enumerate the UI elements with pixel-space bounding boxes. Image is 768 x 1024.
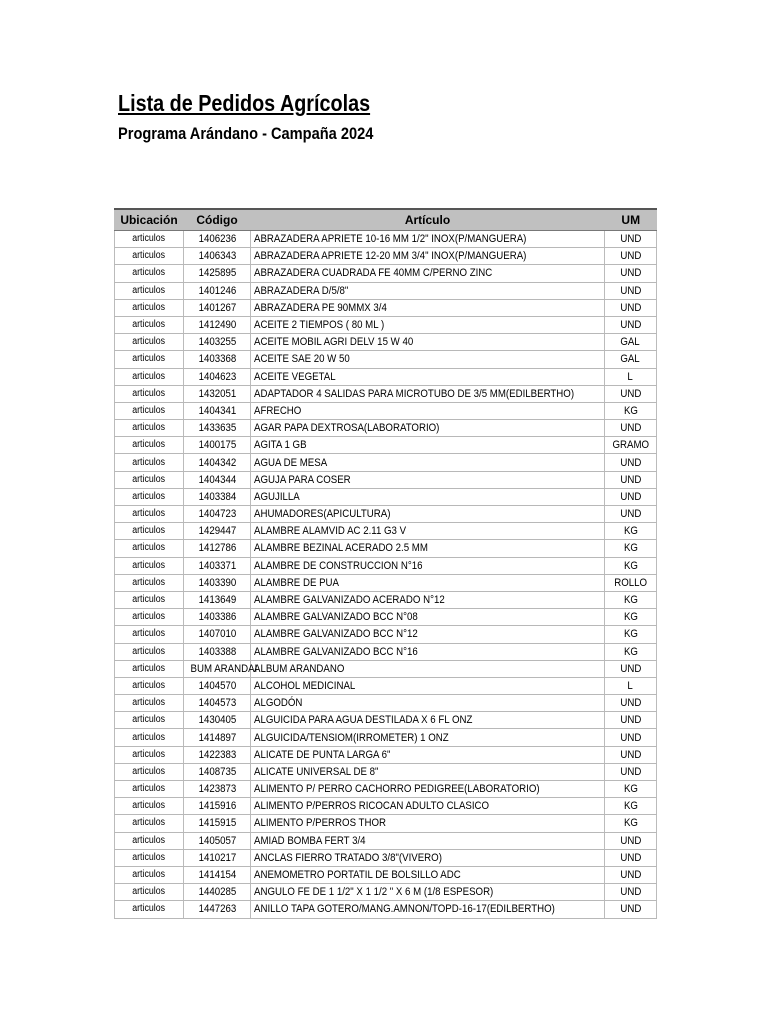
- cell-articulo: ANILLO TAPA GOTERO/MANG.AMNON/TOPD-16-17(EDILBERTHO): [251, 901, 605, 918]
- cell-ubicacion: articulos: [115, 523, 184, 540]
- cell-ubicacion: articulos: [115, 574, 184, 591]
- cell-ubicacion: articulos: [115, 695, 184, 712]
- cell-articulo: ABRAZADERA D/5/8": [251, 282, 605, 299]
- cell-um: KG: [605, 557, 657, 574]
- header-ubicacion: Ubicación: [115, 209, 184, 231]
- cell-codigo: 1440285: [184, 884, 251, 901]
- cell-um: UND: [605, 832, 657, 849]
- cell-codigo: 1406343: [184, 248, 251, 265]
- cell-articulo: ANCLAS FIERRO TRATADO 3/8"(VIVERO): [251, 849, 605, 866]
- cell-codigo: 1403371: [184, 557, 251, 574]
- cell-codigo: 1430405: [184, 712, 251, 729]
- cell-ubicacion: articulos: [115, 299, 184, 316]
- cell-ubicacion: articulos: [115, 746, 184, 763]
- cell-ubicacion: articulos: [115, 815, 184, 832]
- table-row: [115, 574, 657, 591]
- table-row: [115, 523, 657, 540]
- cell-articulo: ALAMBRE GALVANIZADO BCC N°12: [251, 626, 605, 643]
- cell-um: KG: [605, 781, 657, 798]
- table-row: [115, 454, 657, 471]
- cell-codigo: 1432051: [184, 385, 251, 402]
- table-row: [115, 609, 657, 626]
- cell-um: UND: [605, 248, 657, 265]
- cell-um: KG: [605, 815, 657, 832]
- table-row: [115, 420, 657, 437]
- table-row: [115, 763, 657, 780]
- cell-articulo: ALCOHOL MEDICINAL: [251, 677, 605, 694]
- cell-codigo: 1403386: [184, 609, 251, 626]
- cell-codigo: 1423873: [184, 781, 251, 798]
- cell-codigo: 1404623: [184, 368, 251, 385]
- header-articulo: Artículo: [251, 209, 605, 231]
- cell-codigo: 1406236: [184, 231, 251, 248]
- cell-articulo: ALICATE DE PUNTA LARGA 6": [251, 746, 605, 763]
- cell-articulo: ALAMBRE BEZINAL ACERADO 2.5 MM: [251, 540, 605, 557]
- cell-codigo: 1422383: [184, 746, 251, 763]
- cell-articulo: ACEITE MOBIL AGRI DELV 15 W 40: [251, 334, 605, 351]
- cell-codigo: 1404570: [184, 677, 251, 694]
- cell-articulo: ANGULO FE DE 1 1/2" X 1 1/2 " X 6 M (1/8 ESPESOR): [251, 884, 605, 901]
- cell-ubicacion: articulos: [115, 385, 184, 402]
- cell-articulo: ALAMBRE DE PUA: [251, 574, 605, 591]
- cell-ubicacion: articulos: [115, 781, 184, 798]
- table-row: [115, 884, 657, 901]
- table-row: [115, 334, 657, 351]
- cell-codigo: 1425895: [184, 265, 251, 282]
- cell-um: UND: [605, 506, 657, 523]
- table-row: [115, 746, 657, 763]
- table-row: [115, 832, 657, 849]
- table-row: [115, 231, 657, 248]
- cell-um: UND: [605, 282, 657, 299]
- cell-ubicacion: articulos: [115, 643, 184, 660]
- table-row: [115, 506, 657, 523]
- cell-um: KG: [605, 626, 657, 643]
- cell-articulo: ALAMBRE DE CONSTRUCCION N°16: [251, 557, 605, 574]
- cell-codigo: 1429447: [184, 523, 251, 540]
- cell-um: UND: [605, 901, 657, 918]
- cell-articulo: ACEITE VEGETAL: [251, 368, 605, 385]
- cell-codigo: 1412490: [184, 316, 251, 333]
- cell-um: GAL: [605, 334, 657, 351]
- table-row: [115, 712, 657, 729]
- cell-um: GRAMO: [605, 437, 657, 454]
- cell-articulo: ALBUM ARANDANO: [251, 660, 605, 677]
- header-um: UM: [605, 209, 657, 231]
- table-row: [115, 677, 657, 694]
- table-row: [115, 557, 657, 574]
- cell-codigo: 1404723: [184, 506, 251, 523]
- cell-articulo: ALIMENTO P/ PERRO CACHORRO PEDIGREE(LABORATORIO): [251, 781, 605, 798]
- cell-articulo: AGUJA PARA COSER: [251, 471, 605, 488]
- cell-ubicacion: articulos: [115, 660, 184, 677]
- cell-um: KG: [605, 643, 657, 660]
- cell-ubicacion: articulos: [115, 712, 184, 729]
- cell-ubicacion: articulos: [115, 557, 184, 574]
- cell-articulo: ALGUICIDA/TENSIOM(IRROMETER) 1 ONZ: [251, 729, 605, 746]
- cell-articulo: ADAPTADOR 4 SALIDAS PARA MICROTUBO DE 3/5 MM(EDILBERTHO): [251, 385, 605, 402]
- table-row: [115, 901, 657, 918]
- cell-articulo: AMIAD BOMBA FERT 3/4: [251, 832, 605, 849]
- table-row: [115, 368, 657, 385]
- cell-um: L: [605, 368, 657, 385]
- document-subtitle: Programa Arándano - Campaña 2024: [118, 124, 374, 143]
- cell-ubicacion: articulos: [115, 282, 184, 299]
- table-row: [115, 437, 657, 454]
- cell-um: L: [605, 677, 657, 694]
- table-row: [115, 591, 657, 608]
- table-row: [115, 402, 657, 419]
- cell-um: UND: [605, 746, 657, 763]
- cell-codigo: 1413649: [184, 591, 251, 608]
- cell-um: UND: [605, 660, 657, 677]
- table-row: [115, 299, 657, 316]
- cell-articulo: ALAMBRE GALVANIZADO ACERADO N°12: [251, 591, 605, 608]
- cell-um: UND: [605, 488, 657, 505]
- cell-ubicacion: articulos: [115, 471, 184, 488]
- cell-um: UND: [605, 316, 657, 333]
- table-row: [115, 849, 657, 866]
- cell-um: UND: [605, 385, 657, 402]
- cell-articulo: ALAMBRE GALVANIZADO BCC N°08: [251, 609, 605, 626]
- cell-ubicacion: articulos: [115, 402, 184, 419]
- cell-ubicacion: articulos: [115, 248, 184, 265]
- cell-um: KG: [605, 540, 657, 557]
- cell-ubicacion: articulos: [115, 231, 184, 248]
- cell-articulo: AFRECHO: [251, 402, 605, 419]
- cell-articulo: ABRAZADERA PE 90MMX 3/4: [251, 299, 605, 316]
- cell-um: KG: [605, 609, 657, 626]
- table-row: [115, 626, 657, 643]
- cell-articulo: AGUJILLA: [251, 488, 605, 505]
- cell-ubicacion: articulos: [115, 677, 184, 694]
- cell-um: GAL: [605, 351, 657, 368]
- cell-codigo: 1403388: [184, 643, 251, 660]
- document-title: Lista de Pedidos Agrícolas: [118, 90, 371, 116]
- cell-articulo: ABRAZADERA APRIETE 12-20 MM 3/4" INOX(P/MANGUERA): [251, 248, 605, 265]
- cell-ubicacion: articulos: [115, 798, 184, 815]
- cell-um: UND: [605, 299, 657, 316]
- cell-um: UND: [605, 866, 657, 883]
- cell-ubicacion: articulos: [115, 884, 184, 901]
- table-row: [115, 729, 657, 746]
- cell-codigo: 1412786: [184, 540, 251, 557]
- cell-ubicacion: articulos: [115, 832, 184, 849]
- table-row: [115, 248, 657, 265]
- orders-table: [114, 208, 657, 919]
- cell-ubicacion: articulos: [115, 368, 184, 385]
- cell-ubicacion: articulos: [115, 488, 184, 505]
- cell-um: UND: [605, 231, 657, 248]
- cell-articulo: ALAMBRE GALVANIZADO BCC N°16: [251, 643, 605, 660]
- cell-um: UND: [605, 884, 657, 901]
- cell-codigo: 1408735: [184, 763, 251, 780]
- cell-um: UND: [605, 265, 657, 282]
- cell-articulo: ALICATE UNIVERSAL DE 8": [251, 763, 605, 780]
- cell-codigo: 1403384: [184, 488, 251, 505]
- cell-ubicacion: articulos: [115, 334, 184, 351]
- cell-articulo: ALIMENTO P/PERROS THOR: [251, 815, 605, 832]
- cell-codigo: 1404573: [184, 695, 251, 712]
- table-header-row: [115, 209, 657, 231]
- cell-codigo: 1401246: [184, 282, 251, 299]
- cell-articulo: ACEITE 2 TIEMPOS ( 80 ML ): [251, 316, 605, 333]
- table-row: [115, 695, 657, 712]
- cell-um: UND: [605, 695, 657, 712]
- cell-codigo: 1447263: [184, 901, 251, 918]
- cell-codigo: 1401267: [184, 299, 251, 316]
- cell-um: UND: [605, 763, 657, 780]
- cell-articulo: AGITA 1 GB: [251, 437, 605, 454]
- cell-codigo: 1414154: [184, 866, 251, 883]
- cell-um: UND: [605, 471, 657, 488]
- table-row: [115, 798, 657, 815]
- cell-ubicacion: articulos: [115, 849, 184, 866]
- cell-articulo: ALGUICIDA PARA AGUA DESTILADA X 6 FL ONZ: [251, 712, 605, 729]
- cell-ubicacion: articulos: [115, 506, 184, 523]
- cell-codigo: 1403255: [184, 334, 251, 351]
- cell-um: ROLLO: [605, 574, 657, 591]
- cell-ubicacion: articulos: [115, 454, 184, 471]
- cell-articulo: AGUA DE MESA: [251, 454, 605, 471]
- table-row: [115, 471, 657, 488]
- cell-ubicacion: articulos: [115, 265, 184, 282]
- cell-codigo: 1414897: [184, 729, 251, 746]
- cell-articulo: ALGODÓN: [251, 695, 605, 712]
- table-row: [115, 351, 657, 368]
- cell-ubicacion: articulos: [115, 866, 184, 883]
- table-row: [115, 265, 657, 282]
- cell-um: KG: [605, 523, 657, 540]
- cell-codigo: 1410217: [184, 849, 251, 866]
- cell-um: UND: [605, 849, 657, 866]
- cell-articulo: ANEMOMETRO PORTATIL DE BOLSILLO ADC: [251, 866, 605, 883]
- cell-um: UND: [605, 454, 657, 471]
- cell-um: KG: [605, 402, 657, 419]
- cell-codigo: 1415916: [184, 798, 251, 815]
- cell-ubicacion: articulos: [115, 609, 184, 626]
- table-row: [115, 781, 657, 798]
- cell-articulo: ALAMBRE ALAMVID AC 2.11 G3 V: [251, 523, 605, 540]
- cell-codigo: 1400175: [184, 437, 251, 454]
- cell-articulo: AGAR PAPA DEXTROSA(LABORATORIO): [251, 420, 605, 437]
- cell-articulo: ABRAZADERA CUADRADA FE 40MM C/PERNO ZINC: [251, 265, 605, 282]
- cell-um: UND: [605, 420, 657, 437]
- table-row: [115, 866, 657, 883]
- cell-ubicacion: articulos: [115, 420, 184, 437]
- cell-articulo: ABRAZADERA APRIETE 10-16 MM 1/2" INOX(P/MANGUERA): [251, 231, 605, 248]
- header-codigo: Código: [184, 209, 251, 231]
- cell-articulo: ACEITE SAE 20 W 50: [251, 351, 605, 368]
- cell-um: UND: [605, 729, 657, 746]
- cell-um: KG: [605, 798, 657, 815]
- cell-um: UND: [605, 712, 657, 729]
- table-row: [115, 660, 657, 677]
- table-row: [115, 540, 657, 557]
- cell-ubicacion: articulos: [115, 316, 184, 333]
- cell-ubicacion: articulos: [115, 540, 184, 557]
- cell-codigo: 1404342: [184, 454, 251, 471]
- cell-ubicacion: articulos: [115, 437, 184, 454]
- cell-um: KG: [605, 591, 657, 608]
- cell-ubicacion: articulos: [115, 591, 184, 608]
- cell-ubicacion: articulos: [115, 351, 184, 368]
- cell-ubicacion: articulos: [115, 729, 184, 746]
- table-row: [115, 282, 657, 299]
- cell-codigo: 1405057: [184, 832, 251, 849]
- cell-codigo: 1407010: [184, 626, 251, 643]
- cell-codigo: 1433635: [184, 420, 251, 437]
- table-row: [115, 488, 657, 505]
- cell-codigo: 1404344: [184, 471, 251, 488]
- cell-codigo: 1415915: [184, 815, 251, 832]
- cell-ubicacion: articulos: [115, 763, 184, 780]
- cell-codigo: 1403368: [184, 351, 251, 368]
- cell-articulo: AHUMADORES(APICULTURA): [251, 506, 605, 523]
- table-row: [115, 385, 657, 402]
- table-row: [115, 815, 657, 832]
- cell-ubicacion: articulos: [115, 901, 184, 918]
- cell-articulo: ALIMENTO P/PERROS RICOCAN ADULTO CLASICO: [251, 798, 605, 815]
- cell-codigo: 1404341: [184, 402, 251, 419]
- cell-ubicacion: articulos: [115, 626, 184, 643]
- table-row: [115, 316, 657, 333]
- cell-codigo: BUM ARANDAI: [184, 660, 251, 677]
- table-row: [115, 643, 657, 660]
- cell-codigo: 1403390: [184, 574, 251, 591]
